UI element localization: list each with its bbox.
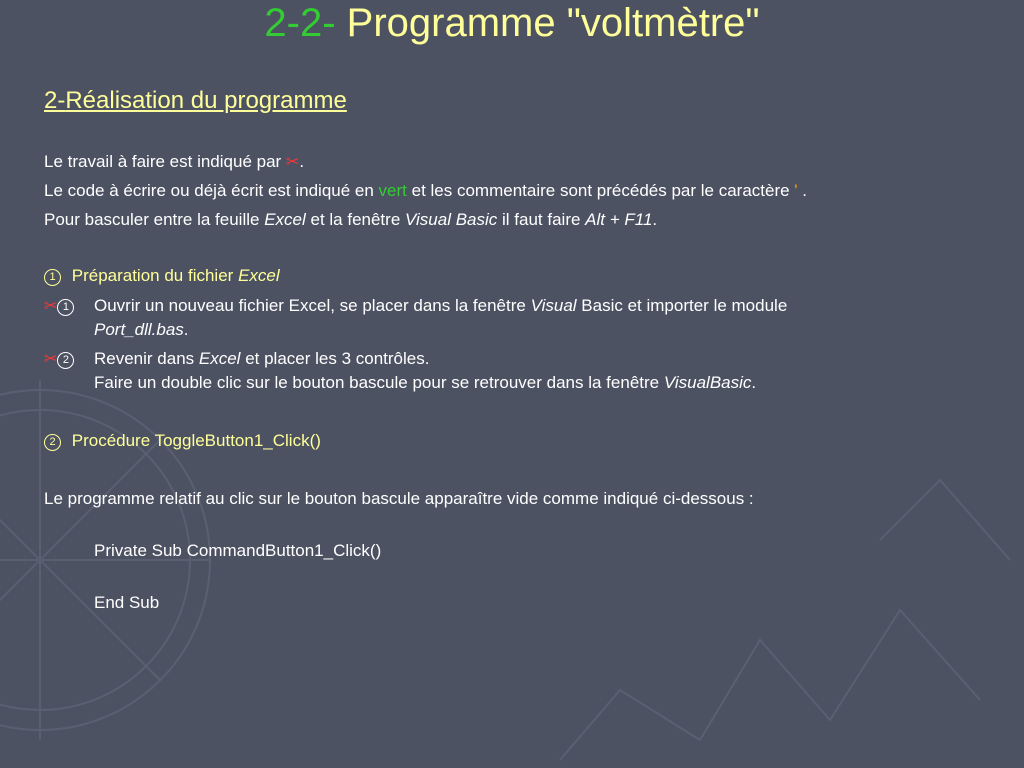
item-text: et placer les 3 contrôles.: [240, 349, 430, 368]
step1-item2-line2: [94, 372, 756, 394]
green-word: vert: [378, 181, 407, 200]
step1-item1-marker: [44, 295, 74, 318]
title-text: Programme "voltmètre": [346, 1, 760, 45]
quote-char: ': [794, 181, 798, 200]
step1-item2-marker: [44, 348, 74, 371]
section-heading: [44, 86, 347, 116]
slide-title: [0, 0, 1024, 46]
visual-basic-word: Visual Basic: [405, 210, 498, 229]
intro-text: .: [299, 152, 305, 171]
tool-icon: ✂: [285, 154, 300, 171]
code-line-1: Private Sub CommandButton1_Click(): [94, 541, 382, 560]
module-name: Port_dll.bas: [94, 320, 184, 339]
item-italic: Excel: [198, 349, 241, 368]
step2-heading: [44, 430, 321, 452]
item-italic: Visual: [530, 296, 577, 315]
intro-text: Le travail à faire est indiqué par: [44, 152, 286, 171]
tool-icon: ✂: [44, 351, 58, 368]
intro-text: .: [652, 210, 658, 229]
step1-label-italic: Excel: [238, 266, 280, 285]
item-text: Revenir dans: [94, 349, 199, 368]
section-label: Réalisation du programme: [65, 87, 347, 114]
section-number: 2-: [44, 87, 66, 114]
step2-label: Procédure ToggleButton1_Click(): [71, 431, 321, 450]
code-line-2: End Sub: [94, 593, 160, 612]
intro-line-3: [44, 209, 657, 231]
step1-number-badge: 1: [44, 269, 61, 286]
title-number: 2-2-: [264, 1, 336, 45]
intro-text: et la fenêtre: [305, 210, 405, 229]
tool-icon: ✂: [44, 298, 58, 315]
step1-label: Préparation du fichier: [71, 266, 239, 285]
step1-heading: [44, 265, 280, 287]
shortcut-keys: Alt + F11: [585, 210, 653, 229]
step2-number-badge: 2: [44, 434, 61, 451]
item-text: Ouvrir un nouveau fichier Excel, se placer dans la fenêtre: [94, 296, 531, 315]
item2-number-badge: 2: [57, 352, 74, 369]
body-text: Le programme relatif au clic sur le bouton bascule apparaître vide comme indiqué ci-dessous :: [44, 489, 754, 508]
step1-item2-line1: [94, 348, 429, 370]
item-italic: VisualBasic: [663, 373, 752, 392]
intro-text: Pour basculer entre la feuille: [44, 210, 265, 229]
intro-text: Le code à écrire ou déjà écrit est indiqué en: [44, 181, 379, 200]
intro-text: .: [797, 181, 807, 200]
intro-line-1: [44, 151, 304, 174]
item-text: .: [183, 320, 189, 339]
item1-number-badge: 1: [57, 299, 74, 316]
excel-word: Excel: [264, 210, 306, 229]
step1-item1-line2: [94, 319, 189, 341]
item-text: Basic et importer le module: [576, 296, 788, 315]
step1-item1-line1: [94, 295, 787, 317]
intro-line-2: [44, 180, 807, 202]
intro-text: et les commentaire sont précédés par le caractère: [406, 181, 795, 200]
item-text: .: [751, 373, 757, 392]
item-text: Faire un double clic sur le bouton bascule pour se retrouver dans la fenêtre: [94, 373, 664, 392]
intro-text: il faut faire: [497, 210, 586, 229]
